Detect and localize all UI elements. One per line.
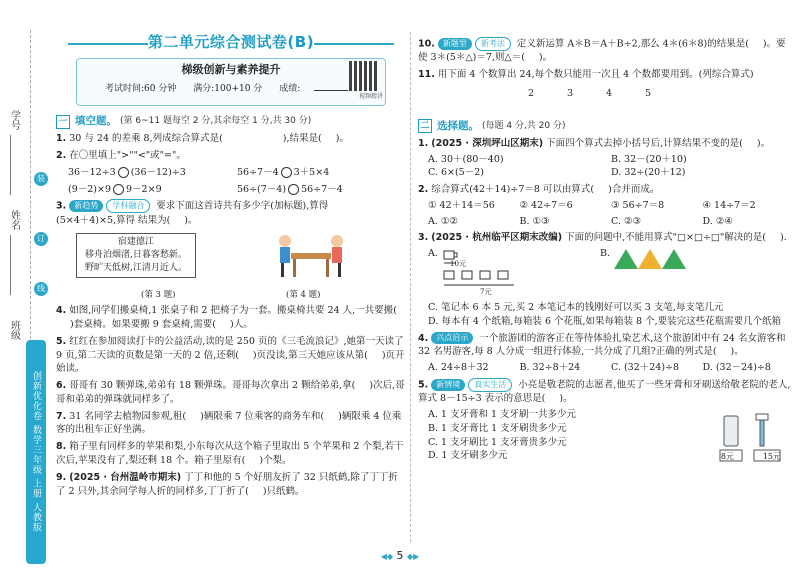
option-a[interactable]: A. 1 支牙膏和 1 支牙刷一共多少元	[428, 409, 577, 420]
student-id-label: 学号	[8, 110, 20, 130]
question-text: 结果为(	[138, 214, 171, 226]
question-text: )。要使 3＊(5＊△)＝7,则△＝(	[418, 38, 786, 64]
choice-1	[418, 137, 794, 180]
source-tag: (2025 · 杭州临平区期末改编)	[431, 232, 563, 244]
question-text: )套桌椅。如果要搬 9 套桌椅,需要(	[70, 319, 217, 331]
number-item: 3	[567, 87, 574, 99]
question-2	[56, 149, 406, 196]
exam-meta	[105, 83, 362, 96]
question-text: )。	[335, 133, 349, 145]
question-1	[56, 132, 406, 146]
section-2-name: 选择题。	[437, 119, 479, 132]
choice-3-figures	[428, 245, 794, 301]
poem-box	[76, 233, 196, 278]
question-text: )次后,哥哥和弟弟的弹珠就同样多了。	[56, 380, 405, 405]
poem-line-2: 野旷天低树,江清月近人。	[85, 263, 187, 274]
new-type-tag: 新题型	[438, 38, 472, 50]
exam-full-score: 满分:100+10 分	[193, 84, 263, 94]
question-text: 下面四个算式去掉小括号后,计算结果不变的是(	[546, 137, 743, 149]
expr: (36－12)÷3	[130, 166, 186, 178]
qr-code-icon[interactable]	[349, 61, 379, 91]
option-b[interactable]: B. ①③	[519, 215, 550, 227]
question-5	[56, 335, 406, 376]
figure-caption-4: (第 4 题)	[286, 290, 321, 301]
triangles-icon	[614, 249, 686, 274]
section-1-number: 一	[56, 115, 70, 129]
binding-strip	[0, 0, 52, 569]
option-d[interactable]: D. 32÷(20＋12)	[611, 167, 686, 179]
question-number: 5.	[56, 335, 67, 347]
question-text: )个梨。	[259, 454, 292, 466]
hot-tag: 兴点启示	[431, 332, 473, 344]
question-number: 8.	[56, 441, 67, 453]
option-b[interactable]: B. 1 支牙膏比 1 支牙刷贵多少元	[428, 422, 567, 434]
question-text: )辆限乘 7 位乘客的商务车和(	[200, 410, 325, 422]
question-4	[56, 304, 406, 332]
new-method-tag: 新考法	[475, 37, 511, 51]
column-divider	[410, 32, 411, 542]
question-text: 小亮是敬老院的志愿者,他买了一些牙膏和牙刷送给敬老院的老人,算式 8－15÷3 表示的意思是(	[418, 379, 791, 405]
question-text: 综合算式(42＋14)÷7＝8 可以由算式(	[431, 184, 595, 196]
question-number: 3.	[418, 232, 429, 244]
question-3	[56, 199, 406, 301]
question-number: 9.	[56, 471, 67, 483]
question-9	[56, 471, 406, 499]
question-7	[56, 410, 406, 438]
question-text: 一个旅游团的游客正在等待体验扎染艺术,这个旅游团中有 24 名女游客和 32 名男游客,每 8 人分成一组进行体验,一共分成了几组?正确的列式是(	[418, 332, 786, 358]
choice-5	[418, 378, 794, 463]
toothpaste-price: 8元	[720, 451, 734, 461]
compare-circle[interactable]	[281, 167, 292, 178]
price-label-cups: 7元	[480, 288, 492, 297]
section-1-heading	[56, 114, 406, 129]
number-item: 2	[528, 87, 535, 99]
question-text: 如图,同学们搬桌椅,1 张桌子和 2 把椅子为一套。搬桌椅共要 24 人,一共要搬(	[69, 305, 397, 317]
price-label-cup: 10元	[450, 260, 466, 269]
question-text: 要求下面这首诗共有多少字(加标题),算得	[156, 200, 329, 212]
title-rule-left	[68, 43, 148, 45]
new-context-tag: 新情境	[431, 379, 465, 391]
question-number: 10.	[418, 38, 435, 50]
question-number: 1.	[56, 133, 67, 145]
students-carrying-desk-icon	[271, 231, 351, 283]
question-number: 2.	[56, 149, 67, 161]
q3-q4-figures	[56, 231, 406, 301]
question-text: )人。	[230, 319, 253, 331]
number-row	[418, 85, 794, 101]
question-text: ),结果是(	[282, 133, 322, 145]
option-c[interactable]: C. 笔记本 6 本 5 元,买 2 本笔记本的钱刚好可以买 3 支笔,每支笔几元	[428, 302, 724, 314]
option-a[interactable]: A.	[428, 248, 438, 260]
question-number: 3.	[56, 200, 67, 212]
title-bar	[56, 32, 406, 56]
option-a[interactable]: A. 30＋(80－40)	[428, 153, 504, 165]
question-text: 红红在参加阅读打卡的公益活动,读的是 250 页的《三毛流浪记》,她第一天读了 9 页,第二天读的页数是第一天的 2 倍,还剩(	[56, 335, 404, 361]
option-d[interactable]: D. 每本有 4 个纸箱,每箱装 6 个花瓶,如果每箱装 8 个,要装完这些花瓶需要几个纸箱	[428, 315, 782, 327]
question-text: )。	[559, 393, 573, 405]
option-b[interactable]: B. 32÷8＋24	[519, 362, 581, 374]
book-title-tab: 创新优化卷 数学三年级 上册 人教版	[26, 340, 46, 564]
question-text: )。	[756, 137, 771, 149]
question-text: 在〇里填上">""<"或"="。	[69, 149, 186, 161]
question-number: 4.	[418, 332, 429, 344]
q3-line2	[56, 214, 406, 228]
option-c[interactable]: C. (32＋24)÷8	[611, 362, 680, 374]
prev-arrow-icon[interactable]: ◀◆	[380, 552, 393, 561]
option-b[interactable]: B. 32－(20＋10)	[611, 153, 687, 165]
question-text: )页开始读。	[56, 349, 405, 375]
subtitle-box	[76, 58, 386, 106]
compare-circle[interactable]	[113, 184, 124, 195]
page-subtitle: 梯级创新与素养提升	[181, 63, 281, 76]
choice-1-options	[418, 153, 794, 181]
question-6	[56, 379, 406, 407]
question-text: 30 与 24 的差乘 8,列成综合算式是(	[69, 133, 223, 145]
option-d[interactable]: D. (32－24)÷8	[702, 362, 771, 374]
choice-4	[418, 332, 794, 375]
equation-4: ④ 14÷7＝2	[702, 199, 756, 211]
option-d[interactable]: D. 1 支牙刷多少元	[428, 450, 508, 462]
choice-4-options	[418, 361, 794, 375]
choice-2	[418, 183, 794, 228]
expr: 36－12÷3	[68, 166, 116, 178]
question-text: ).	[779, 232, 787, 244]
question-text: 下面的问题中,不能用算式"□×□÷□"解决的是(	[565, 232, 766, 244]
question-number: 4.	[56, 305, 67, 317]
question-text: 用下面 4 个数算出 24,每个数只能用一次且 4 个数都要用到。(列综合算式)	[437, 69, 754, 81]
option-a[interactable]: A. ①②	[428, 215, 458, 227]
equation-1: ① 42＋14＝56	[428, 199, 495, 211]
option-c[interactable]: C. ②③	[611, 215, 642, 227]
question-text: )页没读,第三天她应该从第(	[252, 349, 368, 361]
poem-title: 宿建德江	[117, 237, 154, 248]
choice-5-options	[418, 408, 718, 463]
option-c[interactable]: C. 6×(5－2)	[428, 167, 484, 179]
expr: 9－2×9	[126, 183, 162, 195]
question-text: 哥哥有 30 颗弹珠,弟弟有 18 颗弹珠。哥哥每次拿出 2 颗给弟弟,拿(	[69, 380, 356, 392]
option-a[interactable]: A. 24÷8＋32	[428, 362, 489, 374]
bind-mark-3: 线	[34, 282, 48, 296]
compare-circle[interactable]	[118, 167, 129, 178]
section-2-note: (每题 4 分,共 20 分)	[482, 120, 566, 131]
question-text: )合并而成。	[608, 184, 660, 196]
section-1-note: (第 6~11 题每空 2 分,其余每空 1 分,共 30 分)	[120, 116, 312, 127]
section-1-name: 填空题。	[75, 115, 117, 127]
real-life-tag: 真实生活	[468, 378, 512, 392]
question-text: 定义新运算 A＊B＝A＋B÷2,那么 4＊(6＊8)的结果是(	[516, 38, 749, 50]
question-8	[56, 440, 406, 468]
figure-caption-3: (第 3 题)	[141, 290, 176, 301]
left-column	[56, 0, 406, 498]
question-text: )辆限乘 4 位乘客的出租车正好坐满。	[56, 410, 402, 436]
question-number: 2.	[418, 184, 429, 196]
option-b[interactable]: B.	[600, 248, 611, 260]
compare-row-1	[56, 166, 406, 180]
option-c[interactable]: C. 1 支牙刷比 1 支牙膏贵多少元	[428, 436, 567, 448]
equation-2: ② 42÷7＝6	[519, 199, 573, 211]
number-item: 4	[606, 87, 613, 99]
question-number: 1.	[418, 137, 429, 149]
toothbrush-price: 15元	[762, 451, 781, 461]
exam-time: 考试时间:60 分钟	[105, 84, 177, 94]
question-text: 丁丁和他的 5 个好朋友折了 32 只纸鹤,除了丁丁折了 2 只外,其余同学每人折的同样多,丁丁折了(	[56, 471, 398, 497]
section-2-number: 二	[418, 119, 432, 133]
question-text: ,算得	[113, 214, 136, 226]
page-number: 5	[396, 549, 404, 562]
question-number: 6.	[56, 380, 67, 392]
bind-mark-2: 订	[34, 232, 48, 246]
trend-tag: 新趋势	[69, 200, 103, 212]
question-text: )只纸鹤。	[262, 485, 305, 497]
expr: 56÷7－4	[237, 166, 279, 178]
choice-2-equations	[418, 199, 794, 213]
result-blank[interactable]	[314, 90, 348, 91]
expr: 56÷7－4	[301, 183, 343, 195]
class-label: 班级	[8, 320, 20, 340]
student-id-line	[10, 135, 11, 195]
exam-result-label: 成绩:	[279, 84, 301, 94]
subject-tag: 学科融合	[106, 199, 150, 213]
compare-row-2	[56, 183, 406, 197]
student-name-line	[10, 235, 11, 295]
given-expression: (5×4＋4)×5	[56, 214, 114, 226]
question-10	[418, 37, 794, 65]
section-2-heading	[418, 119, 794, 134]
question-text: )。	[184, 214, 198, 226]
question-number: 7.	[56, 410, 67, 422]
poem-line-1: 移舟泊烟渚,日暮客愁新。	[85, 250, 187, 261]
question-text: 31 名同学去植物园参观,租(	[69, 410, 187, 422]
bind-mark-1: 装	[34, 172, 48, 186]
equation-3: ③ 56÷7＝8	[611, 199, 665, 211]
source-tag: (2025 · 台州温岭市期末)	[69, 471, 182, 483]
question-11	[418, 68, 794, 101]
question-text: 箱子里有同样多的苹果和梨,小东每次从这个箱子里取出 5 个苹果和 2 个梨,若干次后,苹果没有了,梨还剩 18 个。箱子里原有(	[56, 441, 404, 466]
question-number: 5.	[418, 379, 429, 391]
compare-circle[interactable]	[288, 184, 299, 195]
expr: 56÷(7－4)	[237, 183, 287, 195]
qr-caption: 视频精讲	[358, 93, 383, 100]
page-footer	[0, 548, 800, 564]
title-rule-right	[314, 43, 394, 45]
next-arrow-icon[interactable]: ◆▶	[407, 552, 420, 561]
option-d[interactable]: D. ②④	[702, 215, 733, 227]
student-name-label: 姓名	[8, 210, 20, 230]
choice-2-options	[418, 215, 794, 229]
expr: 3＋5×4	[293, 166, 330, 178]
question-text: )。	[538, 52, 553, 64]
number-item: 5	[645, 87, 652, 99]
expr: (9－2)×9	[68, 183, 112, 195]
question-text: )。	[730, 346, 744, 358]
choice-3	[418, 231, 794, 328]
source-tag: (2025 · 深圳坪山区期末)	[431, 137, 544, 149]
page-title: 第二单元综合测试卷(B)	[147, 33, 315, 51]
question-number: 11.	[418, 69, 435, 81]
right-column	[418, 34, 794, 463]
